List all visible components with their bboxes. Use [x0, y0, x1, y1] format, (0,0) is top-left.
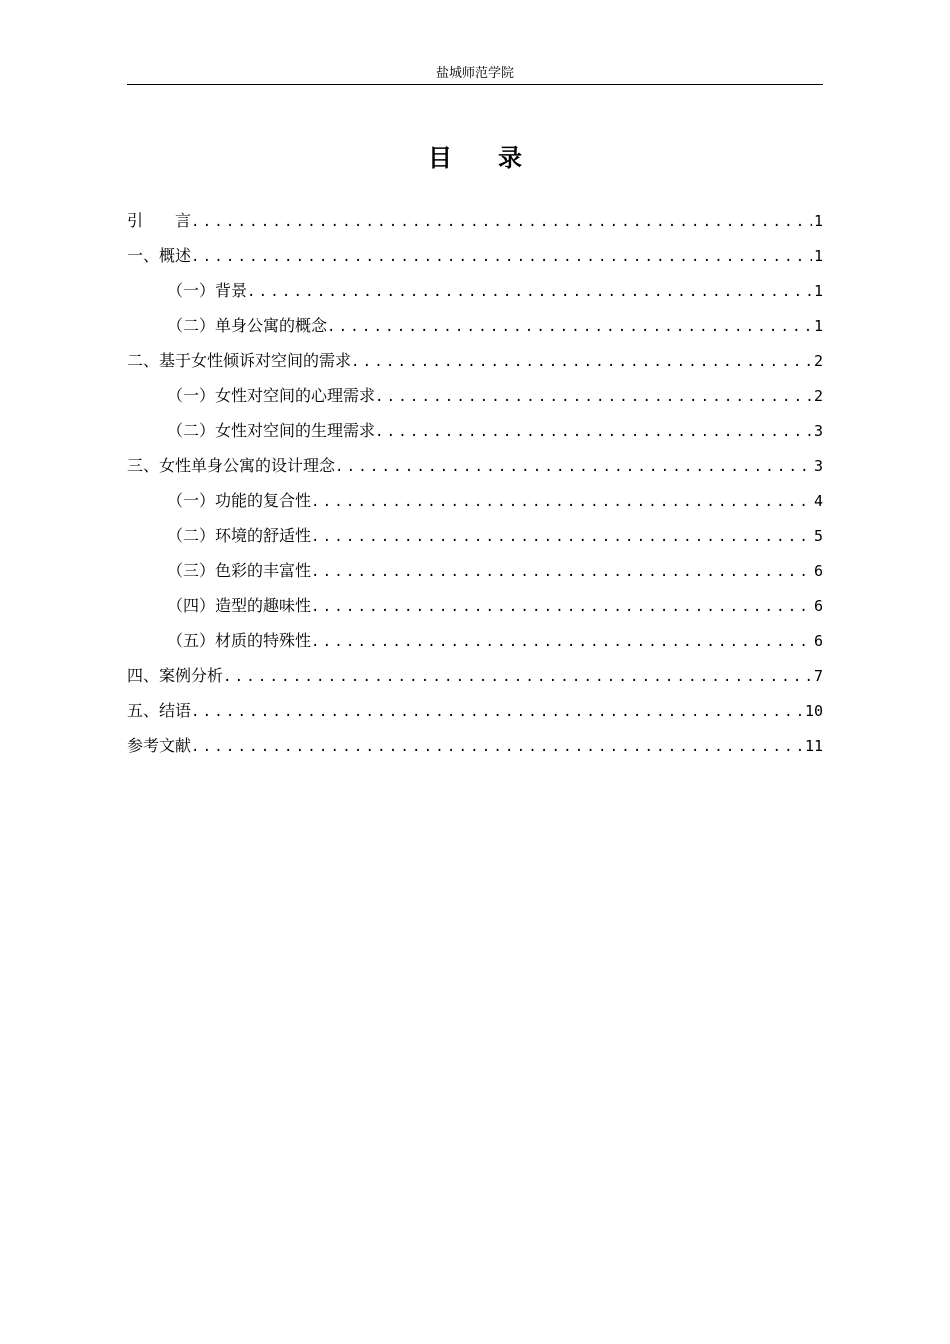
table-of-contents: [127, 203, 823, 763]
toc-entry-references[interactable]: [127, 728, 823, 763]
toc-leader-dots: [191, 730, 803, 765]
toc-entry-page: 3: [813, 457, 823, 475]
toc-entry-material[interactable]: [127, 623, 823, 658]
toc-leader-dots: [375, 380, 812, 415]
toc-entry-label: 五、结语: [127, 701, 192, 720]
toc-entry-label: 一、概述: [127, 246, 192, 265]
toc-leader-dots: [311, 625, 812, 660]
toc-entry-page: 6: [813, 562, 823, 580]
toc-leader-dots: [335, 450, 812, 485]
toc-entry-conclusion[interactable]: [127, 693, 823, 728]
toc-title-char-1: 目: [428, 144, 452, 172]
toc-entry-page: 5: [813, 527, 823, 545]
toc-entry-page: 7: [813, 667, 823, 685]
toc-entry-psych-needs[interactable]: [127, 378, 823, 413]
toc-leader-dots: [223, 660, 812, 695]
toc-entry-label: 四、案例分析: [127, 666, 224, 685]
toc-entry-shape[interactable]: [127, 588, 823, 623]
toc-entry-design-concept[interactable]: [127, 448, 823, 483]
toc-leader-dots: [191, 240, 812, 275]
toc-leader-dots: [311, 555, 812, 590]
toc-leader-dots: [247, 275, 812, 310]
toc-entry-label: （二）女性对空间的生理需求: [167, 421, 376, 440]
toc-entry-intro[interactable]: [127, 203, 823, 238]
toc-entry-page: 2: [813, 387, 823, 405]
toc-leader-dots: [311, 590, 812, 625]
toc-entry-page: 1: [813, 282, 823, 300]
toc-entry-label: （二）单身公寓的概念: [167, 316, 328, 335]
toc-entry-page: 10: [804, 702, 823, 720]
toc-entry-needs[interactable]: [127, 343, 823, 378]
toc-entry-page: 1: [813, 212, 823, 230]
toc-entry-page: 1: [813, 317, 823, 335]
toc-leader-dots: [191, 205, 812, 240]
header-institution: 盐城师范学院: [435, 66, 514, 81]
toc-entry-color[interactable]: [127, 553, 823, 588]
toc-title: [0, 140, 950, 176]
toc-entry-page: 6: [813, 632, 823, 650]
toc-leader-dots: [351, 345, 812, 380]
toc-leader-dots: [327, 310, 812, 345]
toc-leader-dots: [375, 415, 812, 450]
toc-entry-comfort[interactable]: [127, 518, 823, 553]
toc-entry-label: （三）色彩的丰富性: [167, 561, 312, 580]
page-header: [127, 64, 823, 85]
toc-entry-overview[interactable]: [127, 238, 823, 273]
toc-entry-page: 4: [813, 492, 823, 510]
toc-entry-physio-needs[interactable]: [127, 413, 823, 448]
toc-entry-page: 11: [804, 737, 823, 755]
toc-entry-case-study[interactable]: [127, 658, 823, 693]
toc-entry-label: 引 言: [127, 211, 192, 230]
toc-entry-label: （五）材质的特殊性: [167, 631, 312, 650]
toc-entry-page: 2: [813, 352, 823, 370]
toc-entry-page: 3: [813, 422, 823, 440]
toc-entry-function[interactable]: [127, 483, 823, 518]
toc-entry-concept[interactable]: [127, 308, 823, 343]
toc-entry-page: 6: [813, 597, 823, 615]
toc-entry-label: 三、女性单身公寓的设计理念: [127, 456, 336, 475]
toc-leader-dots: [311, 485, 812, 520]
toc-leader-dots: [311, 520, 812, 555]
toc-entry-background[interactable]: [127, 273, 823, 308]
toc-entry-label: （一）背景: [167, 281, 248, 300]
toc-leader-dots: [191, 695, 803, 730]
toc-title-char-2: 录: [498, 144, 522, 172]
toc-entry-label: （四）造型的趣味性: [167, 596, 312, 615]
toc-entry-label: 参考文献: [127, 736, 192, 755]
toc-entry-label: 二、基于女性倾诉对空间的需求: [127, 351, 352, 370]
toc-entry-label: （二）环境的舒适性: [167, 526, 312, 545]
toc-entry-label: （一）女性对空间的心理需求: [167, 386, 376, 405]
toc-entry-page: 1: [813, 247, 823, 265]
toc-entry-label: （一）功能的复合性: [167, 491, 312, 510]
